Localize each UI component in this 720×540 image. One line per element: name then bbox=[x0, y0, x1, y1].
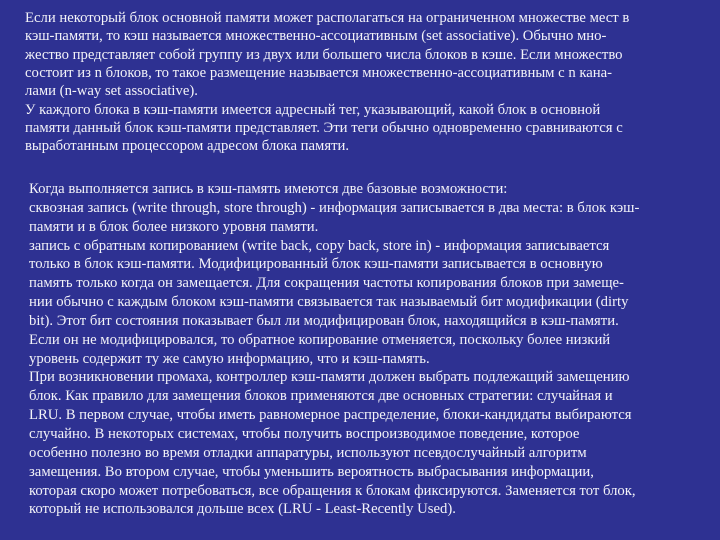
text-line: жество представляет собой группу из двух или большего числа блоков в кэше. Если множество bbox=[25, 46, 623, 63]
text-line: нии обычно с каждым блоком кэш-памяти связывается так называемый бит модификации (dirty bbox=[29, 294, 629, 311]
text-block-set-associative bbox=[25, 9, 695, 156]
text-line: случайно. В некоторых системах, чтобы получить воспроизводимое поведение, которое bbox=[29, 425, 580, 442]
text-line: блок. Как правило для замещения блоков применяются две основных стратегии: случайная и bbox=[29, 388, 613, 405]
text-line: памяти и в блок более низкого уровня памяти. bbox=[29, 218, 319, 235]
text-line: выработанным процессором адресом блока памяти. bbox=[25, 138, 350, 155]
text-line: памяти данный блок кэш-памяти представляет. Эти теги обычно одновременно сравниваются с bbox=[25, 120, 623, 137]
text-line: Если он не модифицировался, то обратное копирование отменяется, поскольку более низкий bbox=[29, 331, 611, 348]
text-line: уровень содержит ту же самую информацию, что и кэш-память. bbox=[29, 350, 430, 367]
text-line: лами (n-way set associative). bbox=[25, 83, 198, 100]
text-line: Когда выполняется запись в кэш-память имеются две базовые возможности: bbox=[29, 181, 508, 197]
text-line: который не использовался дольше всех (LRU - Least-Recently Used). bbox=[29, 501, 456, 518]
text-block-write-policy bbox=[29, 180, 695, 519]
text-line: состоит из n блоков, то такое размещение называется множественно-ассоциативным с n кана- bbox=[25, 65, 613, 82]
text-line: память только когда он замещается. Для сокращения частоты копирования блоков при замеще- bbox=[29, 275, 624, 292]
text-line: У каждого блока в кэш-памяти имеется адресный тег, указывающий, какой блок в основной bbox=[25, 101, 601, 118]
text-line: сквозная запись (write through, store through) - информация записывается в два места: в блок кэш- bbox=[29, 199, 640, 216]
text-line: особенно полезно во время отладки аппаратуры, используют псевдослучайный алгоритм bbox=[29, 444, 587, 461]
text-line: замещения. Во втором случае, чтобы уменьшить вероятность выбрасывания информации, bbox=[29, 463, 594, 480]
text-line: запись с обратным копированием (write back, copy back, store in) - информация записывается bbox=[29, 237, 610, 254]
text-line: только в блок кэш-памяти. Модифицированный блок кэш-памяти записывается в основную bbox=[29, 256, 603, 273]
text-line: При возникновении промаха, контроллер кэш-памяти должен выбрать подлежащий замещению bbox=[29, 369, 630, 386]
text-line: LRU. В первом случае, чтобы иметь равномерное распределение, блоки-кандидаты выбираются bbox=[29, 407, 632, 424]
text-line: которая скоро может потребоваться, все обращения к блокам фиксируются. Заменяется тот блок, bbox=[29, 482, 636, 499]
text-line: bit). Этот бит состояния показывает был ли модифицирован блок, находящийся в кэш-памяти. bbox=[29, 312, 619, 329]
text-line: кэш-памяти, то кэш называется множественно-ассоциативным (set associative). Обычно мно- bbox=[25, 28, 607, 45]
text-line: Если некоторый блок основной памяти может располагаться на ограниченном множестве мест в bbox=[25, 10, 630, 26]
